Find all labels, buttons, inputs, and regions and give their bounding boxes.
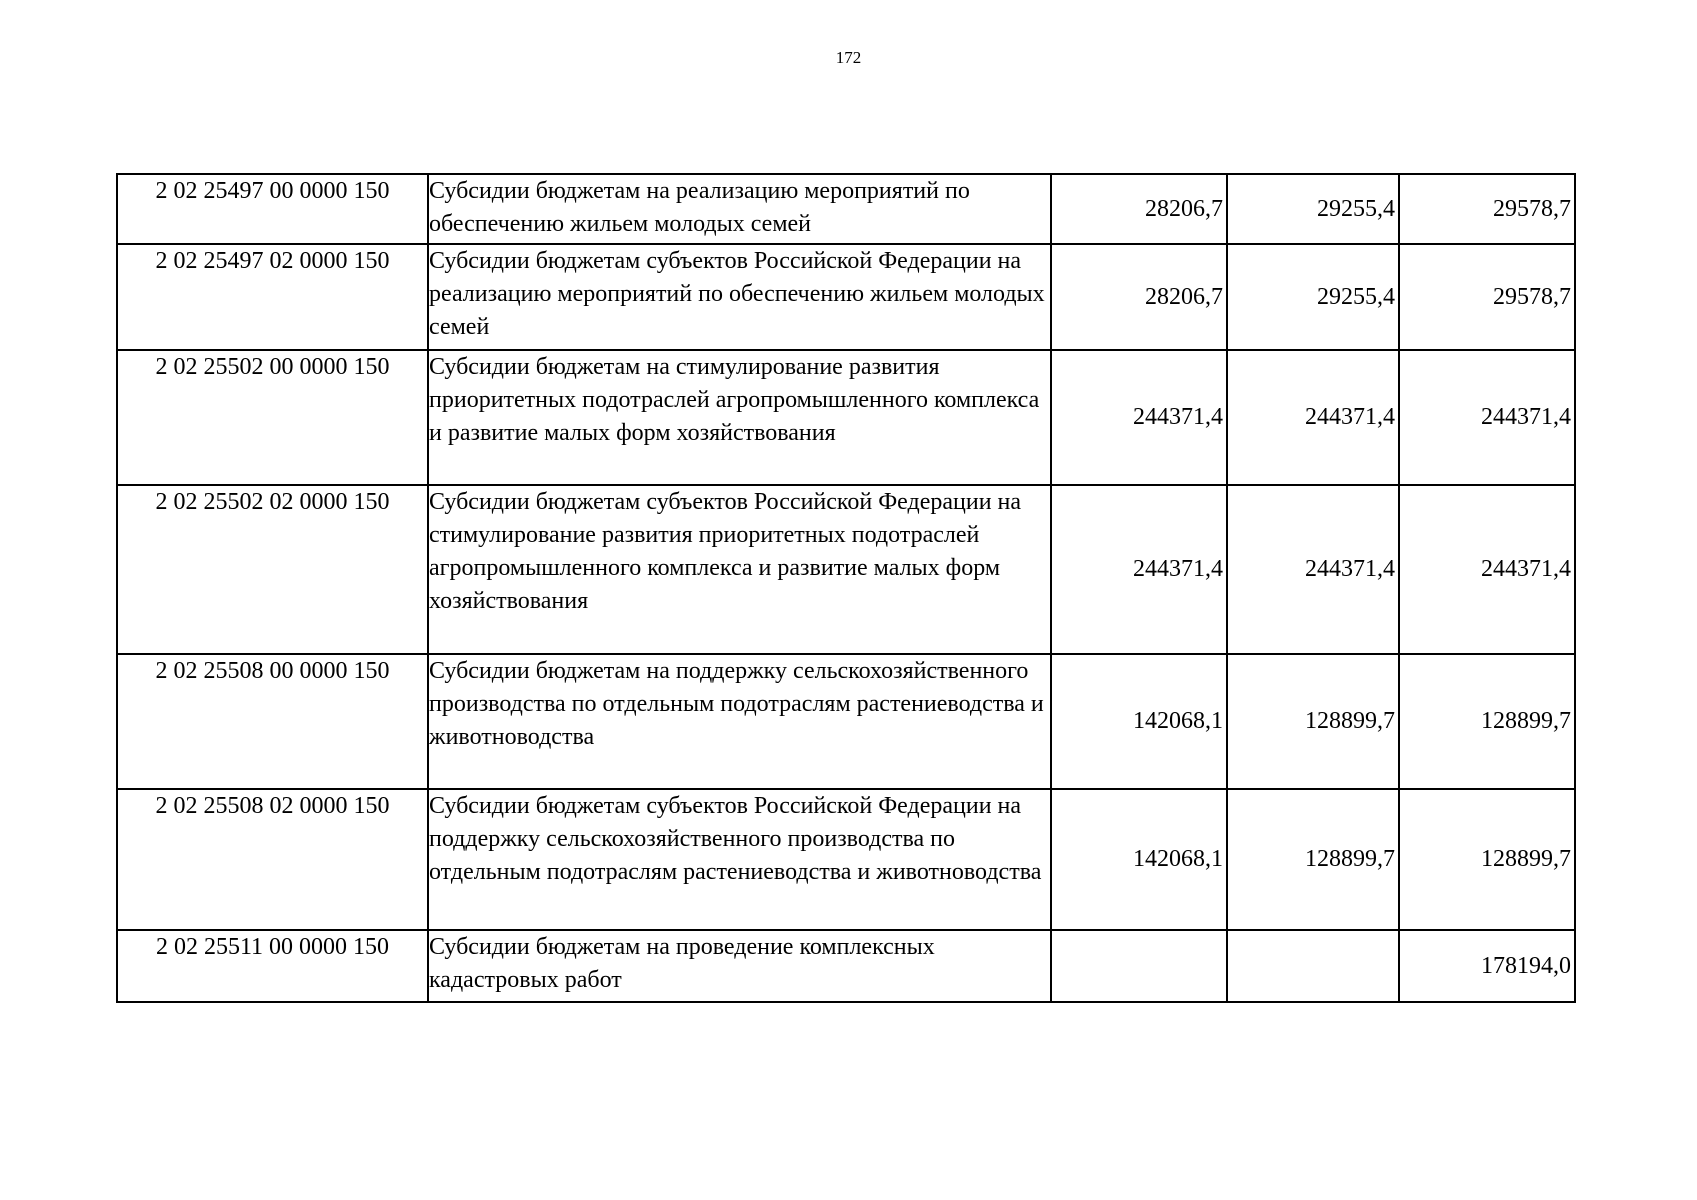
amount-year-1: 142068,1 [1051,789,1227,930]
amount-year-3: 128899,7 [1399,654,1575,789]
budget-code: 2 02 25511 00 0000 150 [117,930,428,1002]
table-row [117,789,1575,930]
table-row [117,654,1575,789]
amount-year-3: 244371,4 [1399,485,1575,654]
page-number: 172 [835,48,862,67]
amount-year-2: 128899,7 [1227,789,1399,930]
amount-year-1: 142068,1 [1051,654,1227,789]
amount-year-3: 128899,7 [1399,789,1575,930]
budget-table [116,173,1576,1003]
budget-code: 2 02 25502 02 0000 150 [117,485,428,654]
table-row [117,244,1575,350]
table-row [117,350,1575,485]
amount-year-1: 244371,4 [1051,485,1227,654]
amount-year-2: 244371,4 [1227,350,1399,485]
amount-year-3: 29578,7 [1399,244,1575,350]
budget-description: Субсидии бюджетам субъектов Российской Федерации на поддержку сельскохозяйственного производства по отдельным подотраслям растениеводства и животноводства [428,789,1051,930]
budget-code: 2 02 25497 02 0000 150 [117,244,428,350]
budget-description: Субсидии бюджетам на реализацию мероприятий по обеспечению жильем молодых семей [428,174,1051,244]
budget-code: 2 02 25508 00 0000 150 [117,654,428,789]
amount-year-1: 28206,7 [1051,244,1227,350]
table-row [117,174,1575,244]
amount-year-1 [1051,930,1227,1002]
budget-description: Субсидии бюджетам на проведение комплексных кадастровых работ [428,930,1051,1002]
budget-code: 2 02 25502 00 0000 150 [117,350,428,485]
amount-year-1: 244371,4 [1051,350,1227,485]
budget-description: Субсидии бюджетам на поддержку сельскохозяйственного производства по отдельным подотраслям растениеводства и животноводства [428,654,1051,789]
amount-year-2 [1227,930,1399,1002]
amount-year-2: 29255,4 [1227,174,1399,244]
budget-description: Субсидии бюджетам на стимулирование развития приоритетных подотраслей агропромышленного комплекса и развитие малых форм хозяйствования [428,350,1051,485]
amount-year-2: 128899,7 [1227,654,1399,789]
budget-description: Субсидии бюджетам субъектов Российской Федерации на стимулирование развития приоритетных подотраслей агропромышленного комплекса и развитие малых форм хозяйствования [428,485,1051,654]
budget-description: Субсидии бюджетам субъектов Российской Федерации на реализацию мероприятий по обеспечению жильем молодых семей [428,244,1051,350]
table-row [117,485,1575,654]
amount-year-3: 178194,0 [1399,930,1575,1002]
table-row [117,930,1575,1002]
budget-code: 2 02 25497 00 0000 150 [117,174,428,244]
amount-year-3: 244371,4 [1399,350,1575,485]
amount-year-1: 28206,7 [1051,174,1227,244]
amount-year-2: 29255,4 [1227,244,1399,350]
amount-year-2: 244371,4 [1227,485,1399,654]
amount-year-3: 29578,7 [1399,174,1575,244]
budget-code: 2 02 25508 02 0000 150 [117,789,428,930]
